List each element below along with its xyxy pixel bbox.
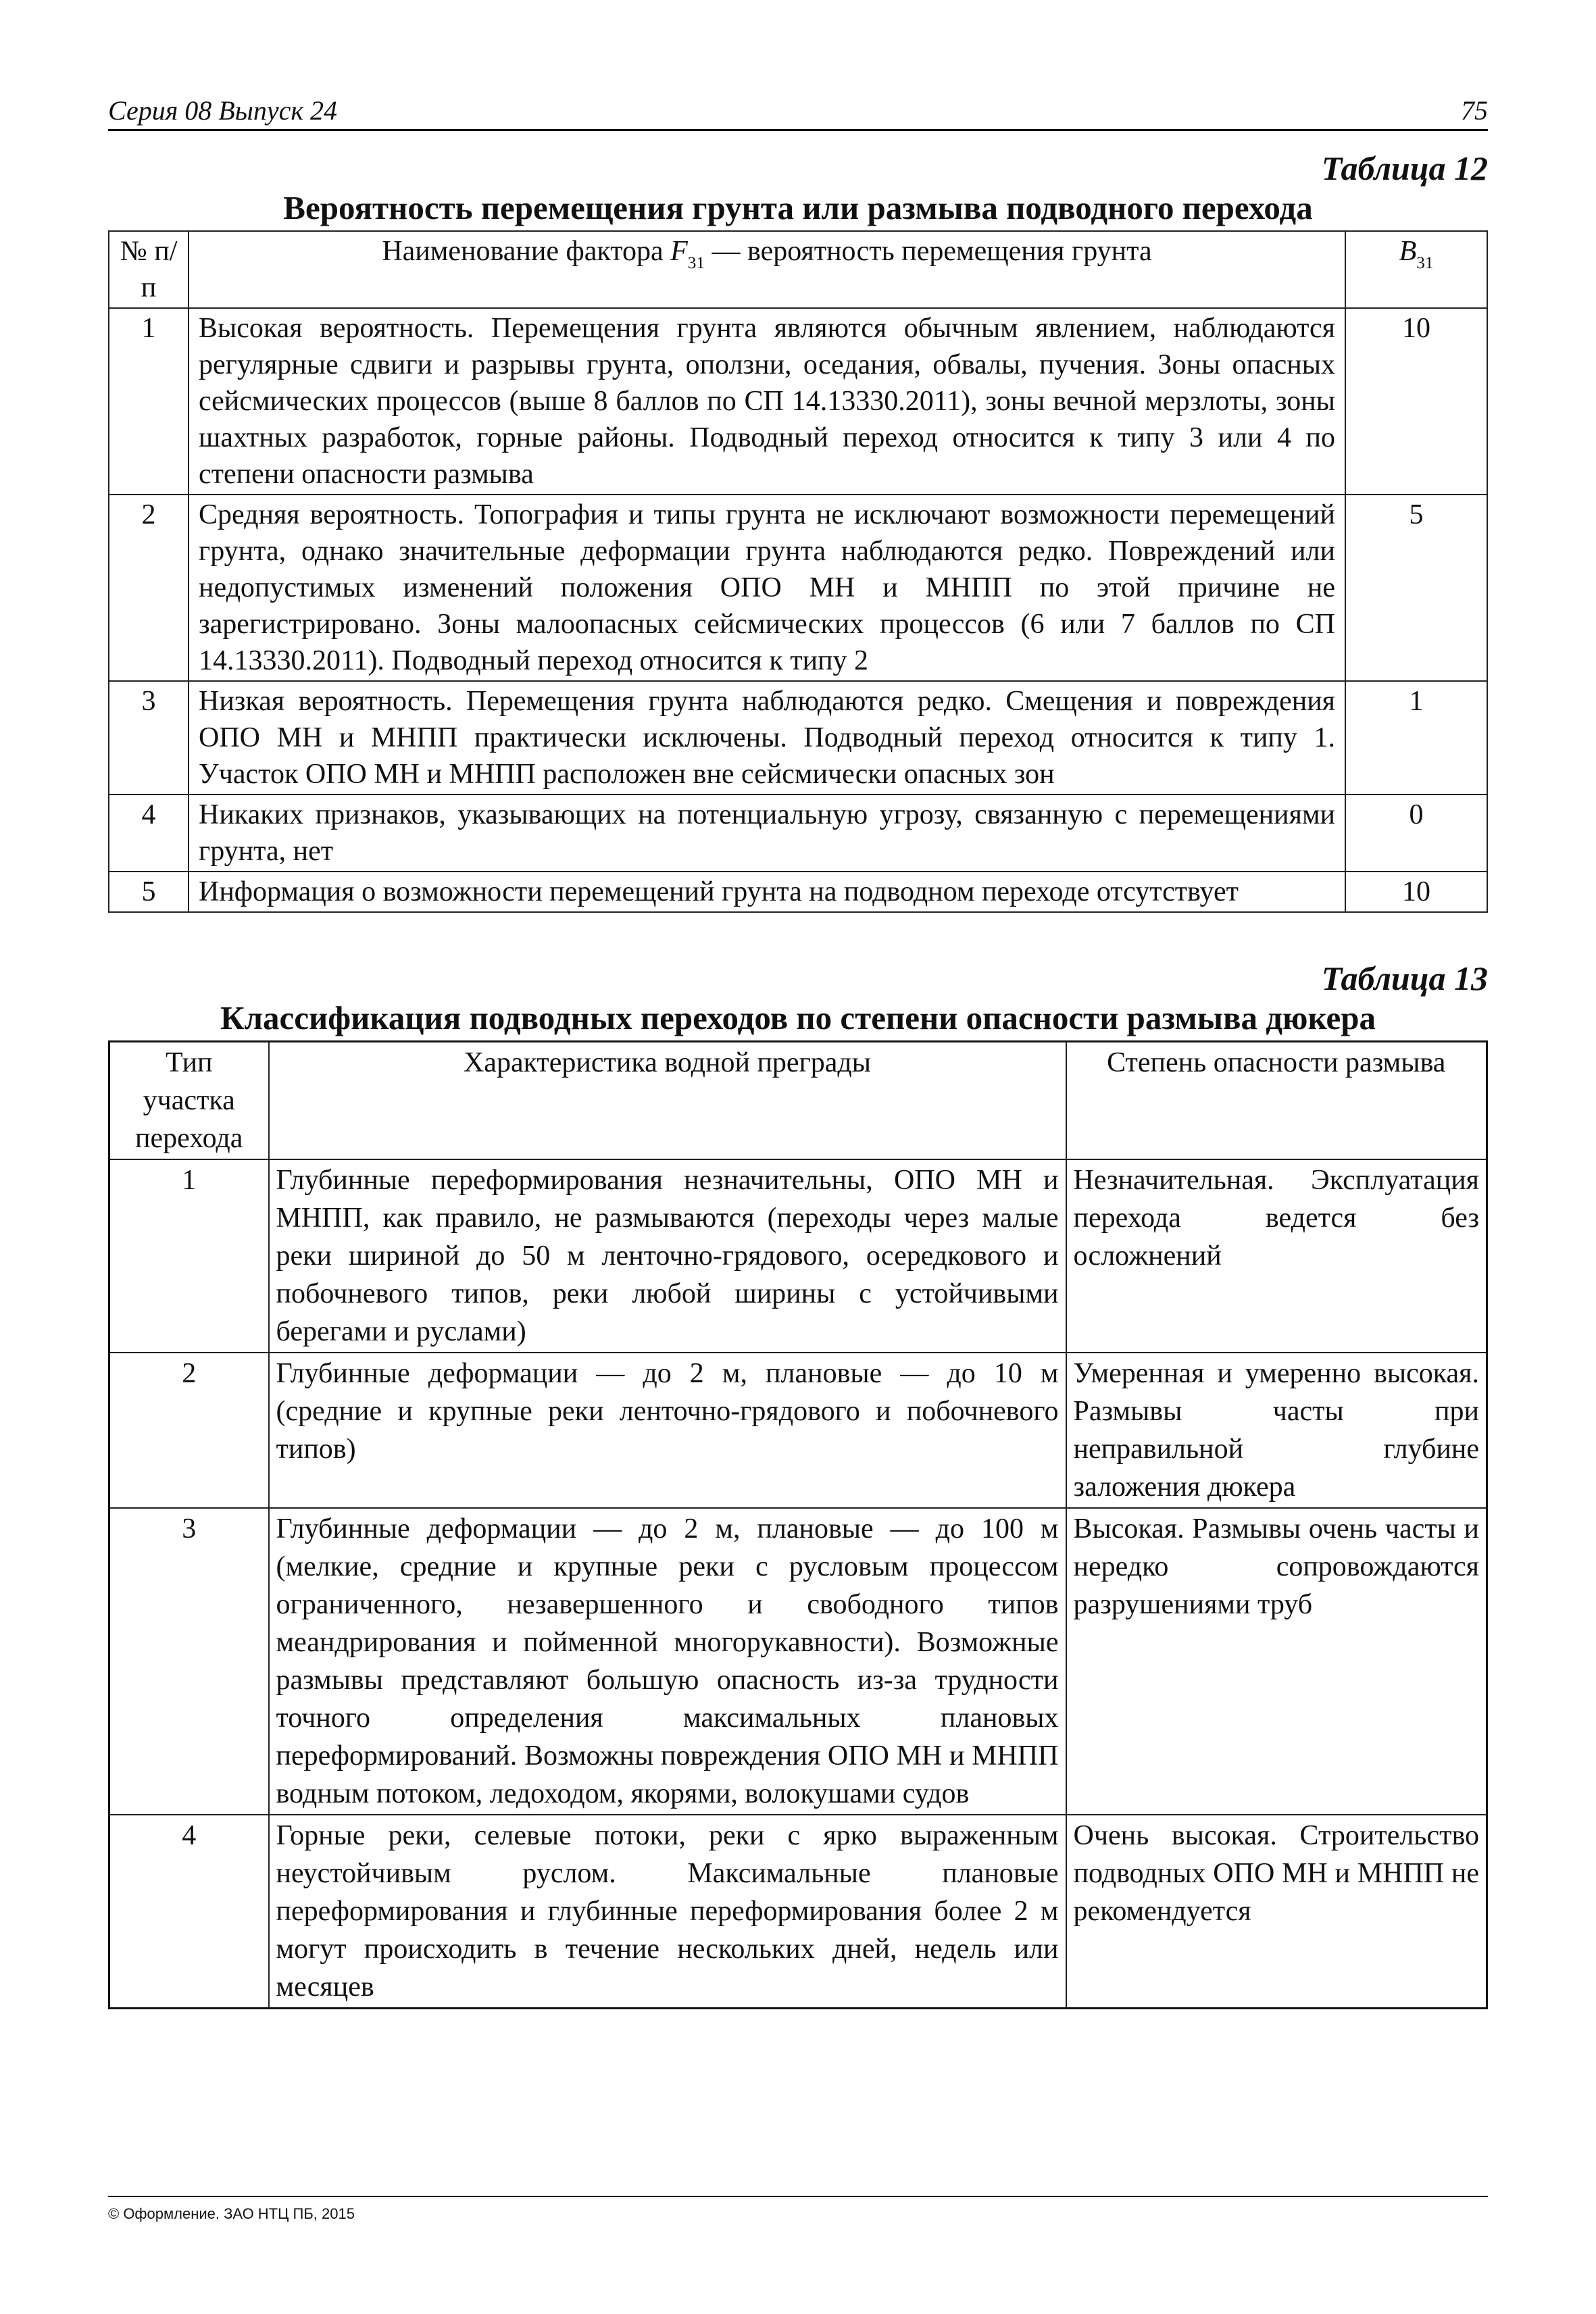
page-number: 75 xyxy=(1461,95,1488,126)
row-value: 1 xyxy=(1345,681,1487,795)
row-value: 10 xyxy=(1345,872,1487,912)
row-number: 2 xyxy=(109,495,189,681)
series-label: Серия 08 Выпуск 24 xyxy=(108,95,338,126)
row-danger: Умеренная и умеренно высокая. Размывы часты при неправильной глубине заложения дюкера xyxy=(1066,1353,1487,1508)
row-number: 5 xyxy=(109,872,189,912)
row-danger: Высокая. Размывы очень часты и нередко сопровождаются разрушениями труб xyxy=(1066,1508,1487,1815)
row-value: 10 xyxy=(1345,308,1487,495)
row-value: 5 xyxy=(1345,495,1487,681)
page-footer xyxy=(108,2196,1488,2223)
row-text: Высокая вероятность. Перемещения грунта являются обычным явлением, наблюдаются регулярные сдвиги и разрывы грунта, оползни, оседания, обвалы, пучения. Зоны опасных сейсмических процессов (выше 8 баллов по СП 14.13330.2011), зоны вечной мерзлоты, зоны шахтных разработок, горные районы. Подводный переход относится к типу 3 или 4 по степени опасности размыва xyxy=(189,308,1345,495)
table-row xyxy=(109,681,1487,795)
table13-col-danger: Степень опасности размыва xyxy=(1066,1041,1487,1159)
row-text: Никаких признаков, указывающих на потенциальную угрозу, связанную с перемещениями грунта, нет xyxy=(189,795,1345,872)
table-row xyxy=(109,495,1487,681)
row-number: 3 xyxy=(109,681,189,795)
table-row xyxy=(109,1159,1487,1353)
running-header xyxy=(108,95,1488,131)
table13-col-type: Тип участка перехода xyxy=(109,1041,269,1159)
row-text: Средняя вероятность. Топография и типы грунта не исключают возможности перемещений грунта, однако значительные деформации грунта наблюдаются редко. Повреждений или недопустимых изменений положения ОПО МН и МНПП по этой причине не зарегистрировано. Зоны малоопасных сейсмических процессов (6 или 7 баллов по СП 14.13330.2011). Подводный переход относится к типу 2 xyxy=(189,495,1345,681)
row-text: Низкая вероятность. Перемещения грунта наблюдаются редко. Смещения и повреждения ОПО МН и МНПП практически исключены. Подводный переход относится к типу 1. Участок ОПО МН и МНПП расположен вне сейсмически опасных зон xyxy=(189,681,1345,795)
table12-col-name: Наименование фактора $F_{31}$ — вероятность перемещения грунта xyxy=(189,231,1345,308)
row-type: 1 xyxy=(109,1159,269,1353)
table-row xyxy=(109,872,1487,912)
table-row xyxy=(109,1815,1487,2009)
row-characteristic: Горные реки, селевые потоки, реки с ярко выраженным неустойчивым руслом. Максимальные плановые переформирования и глубинные переформирования более 2 м могут происходить в течение нескольких дней, недель или месяцев xyxy=(269,1815,1066,2009)
table12-header-row xyxy=(109,231,1487,308)
row-characteristic: Глубинные деформации — до 2 м, плановые — до 10 м (средние и крупные реки ленточно-грядового и побочневого типов) xyxy=(269,1353,1066,1508)
row-danger: Очень высокая. Строительство подводных ОПО МН и МНПП не рекомендуется xyxy=(1066,1815,1487,2009)
row-type: 3 xyxy=(109,1508,269,1815)
row-value: 0 xyxy=(1345,795,1487,872)
table12-col-value: $B_{31}$ xyxy=(1345,231,1487,308)
table-row xyxy=(109,795,1487,872)
row-number: 1 xyxy=(109,308,189,495)
table12-title: Вероятность перемещения грунта или размыва подводного перехода xyxy=(283,189,1313,226)
table12 xyxy=(108,230,1488,913)
row-characteristic: Глубинные деформации — до 2 м, плановые — до 100 м (мелкие, средние и крупные реки с русловым процессом ограниченного, незавершенного и свободного типов меандрирования и пойменной многорукавности). Возможные размывы представляют большую опасность из-за трудности точного определения максимальных плановых переформирований. Возможны повреждения ОПО МН и МНПП водным потоком, ледоходом, якорями, волокушами судов xyxy=(269,1508,1066,1815)
row-number: 4 xyxy=(109,795,189,872)
copyright-text: © Оформление. ЗАО НТЦ ПБ, 2015 xyxy=(108,2205,355,2222)
table13-col-characteristic: Характеристика водной преграды xyxy=(269,1041,1066,1159)
table-row xyxy=(109,1508,1487,1815)
table13-header-row xyxy=(109,1041,1487,1159)
row-characteristic: Глубинные переформирования незначительны, ОПО МН и МНПП, как правило, не размываются (переходы через малые реки шириной до 50 м ленточно-грядового, осередкового и побочневого типов, реки любой ширины с устойчивыми берегами и руслами) xyxy=(269,1159,1066,1353)
table12-number: Таблица 12 xyxy=(1321,149,1488,187)
table12-col-num: № п/п xyxy=(109,231,189,308)
table-row xyxy=(109,308,1487,495)
table13 xyxy=(108,1040,1488,2009)
table13-number: Таблица 13 xyxy=(1321,959,1488,997)
page xyxy=(108,95,1488,2009)
table-row xyxy=(109,1353,1487,1508)
table13-title: Классификация подводных переходов по степени опасности размыва дюкера xyxy=(220,999,1376,1036)
row-text: Информация о возможности перемещений грунта на подводном переходе отсутствует xyxy=(189,872,1345,912)
row-danger: Незначительная. Эксплуатация перехода ведется без осложнений xyxy=(1066,1159,1487,1353)
row-type: 2 xyxy=(109,1353,269,1508)
row-type: 4 xyxy=(109,1815,269,2009)
